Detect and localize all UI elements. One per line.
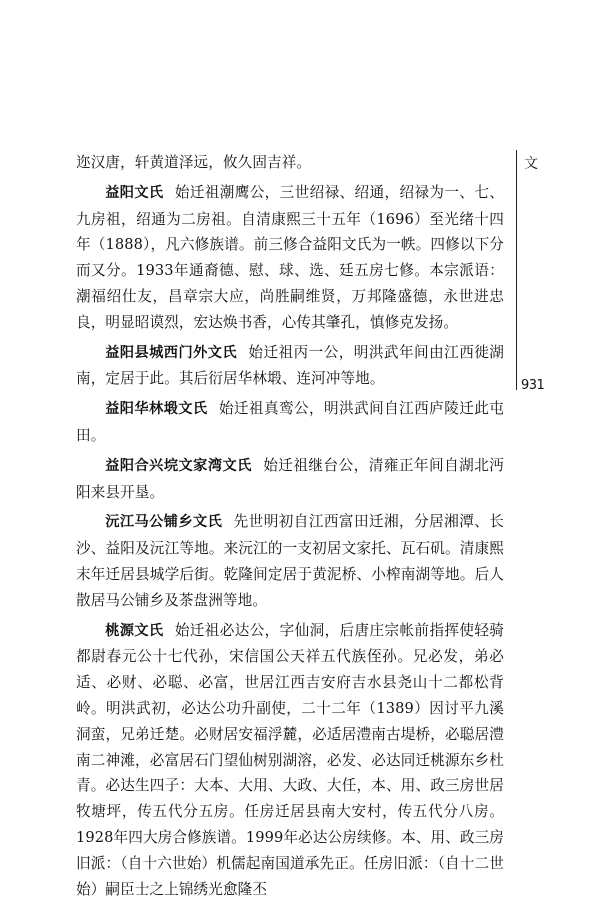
paragraph-text: 迩汉唐，轩黄道泽远，攸久固吉祥。 bbox=[76, 154, 312, 171]
entry-title: 益阳文氏 bbox=[105, 184, 164, 201]
entry-title: 桃源文氏 bbox=[105, 622, 164, 639]
entry-yiyang-hualinduan-wen bbox=[76, 396, 504, 449]
entry-title: 益阳合兴垸文家湾文氏 bbox=[105, 457, 252, 474]
entry-yuanjiang-wen bbox=[76, 509, 504, 613]
entry-text: 始迁祖真鸾公，明洪武间自江西庐陵迁此屯田。 bbox=[76, 400, 504, 444]
page-number: 931 bbox=[521, 378, 545, 393]
entry-text: 始迁祖继台公，清雍正年间自湖北沔阳来县开垦。 bbox=[76, 456, 504, 501]
body-text bbox=[76, 150, 504, 906]
entry-text: 先世明初自江西富田迁湘，分居湘潭、长沙、益阳及沅江等地。来沅江的一支初居文家托、瓦石矶。清康熙末年迁居县城学后街。乾隆间定居于黄泥桥、小榨南湖等地。后人散居马公铺乡及茶盘洲等地。 bbox=[76, 513, 504, 609]
entry-title: 益阳华林塅文氏 bbox=[105, 401, 208, 418]
paragraph-continuation bbox=[76, 150, 504, 176]
entry-text: 始迁祖必达公，字仙洞，后唐庄宗帐前指挥使轻骑都尉春元公十七代孙，宋信国公天祥五代族侄孙。兄必发，弟必适、必财、必聪、必富，世居江西吉安府吉水县尧山十二都松背岭。明洪武初，必达公功升副使，二十二年（1389）因讨平九溪洞蛮，兄弟迁楚。必财居安福浮麓，必适居澧南古堤桥，必聪居澧南二神滩，必富居石门望仙树别湖溶，必发、必达同迁桃源东乡杜青。必达生四子：大本、大用、大政、大任，本、用、政三房世居牧塘坪，传五代分五房。任房迁居县南大安村，传五代分八房。1928年四大房合修族谱。1999年必达公房续修。本、用、政三房旧派：（自十六世始）机儒起南国道承先正。任房旧派：（自十二世始）嗣臣士之上锦绣光愈隆丕 bbox=[76, 621, 504, 898]
margin-rule bbox=[516, 150, 517, 390]
entry-yiyang-hexingyuan-wen bbox=[76, 453, 504, 506]
entry-text: 始迁祖潮鹰公，三世绍禄、绍通，绍禄为一、七、九房祖，绍通为二房祖。自清康熙三十五年（1696）至光绪十四年（1888），凡六修族谱。前三修合益阳文氏为一帙。四修以下分而又分。1933年通裔德、慰、球、选、廷五房七修。本宗派语：潮福绍仕友，昌章宗大应，尚胜嗣维贤，万邦隆盛德，永世进忠良，明显昭谟烈，宏达焕书香，心传其肇孔，慎修克发扬。 bbox=[76, 183, 504, 331]
entry-title: 沅江马公铺乡文氏 bbox=[105, 514, 223, 531]
entry-title: 益阳县城西门外文氏 bbox=[105, 344, 238, 361]
entry-text: 始迁祖丙一公，明洪武年间由江西徙湖南，定居于此。其后衍居华林塅、连河冲等地。 bbox=[76, 343, 505, 388]
section-marker: 文 bbox=[524, 156, 538, 172]
entry-yiyang-ximen-wen bbox=[76, 340, 504, 393]
entry-yiyang-wen bbox=[76, 180, 504, 336]
entry-taoyuan-wen bbox=[76, 618, 504, 903]
